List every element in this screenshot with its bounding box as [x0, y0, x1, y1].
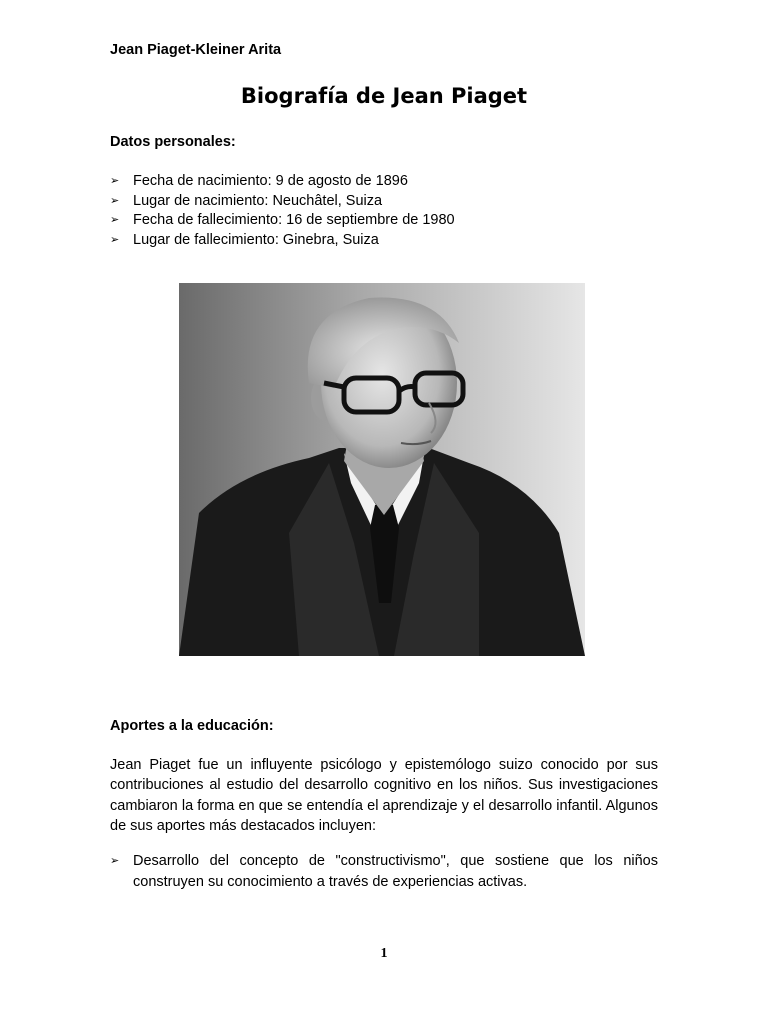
education-paragraph: Jean Piaget fue un influyente psicólogo y epistemólogo suizo conocido por sus contribuciones al estudio del desarrollo cognitivo en los niños. Sus investigaciones cambiaron la forma en que se entendía el aprendizaje y el desarrollo infantil. Algunos de sus aportes más destacados incluyen: — [110, 757, 658, 834]
list-item — [110, 231, 455, 251]
personal-data-list — [110, 172, 455, 250]
list-item-text: Desarrollo del concepto de "constructivismo", que sostiene que los niños construyen su conocimiento a través de experiencias activas. — [133, 853, 658, 890]
page-number: 1 — [380, 946, 388, 961]
list-item-text: Lugar de fallecimiento: Ginebra, Suiza — [133, 231, 379, 248]
list-item-text: Fecha de nacimiento: 9 de agosto de 1896 — [133, 173, 408, 189]
list-item — [110, 851, 658, 892]
personal-data-heading: Datos personales: — [110, 134, 236, 150]
list-item — [110, 192, 455, 212]
header-author: Jean Piaget-Kleiner Arita — [110, 42, 282, 58]
portrait-photo — [179, 283, 585, 656]
arrowhead-bullet-icon: ➢ — [110, 855, 120, 867]
list-item-text: Fecha de fallecimiento: 16 de septiembre de 1980 — [133, 212, 455, 228]
list-item — [110, 211, 455, 231]
list-item — [110, 172, 455, 192]
education-heading: Aportes a la educación: — [110, 718, 274, 734]
arrowhead-bullet-icon: ➢ — [110, 233, 120, 246]
arrowhead-bullet-icon: ➢ — [110, 214, 120, 226]
document-title: Biografía de Jean Piaget — [240, 84, 528, 108]
list-item-text: Lugar de nacimiento: Neuchâtel, Suiza — [133, 192, 383, 209]
arrowhead-bullet-icon: ➢ — [110, 175, 120, 187]
arrowhead-bullet-icon: ➢ — [110, 194, 120, 207]
